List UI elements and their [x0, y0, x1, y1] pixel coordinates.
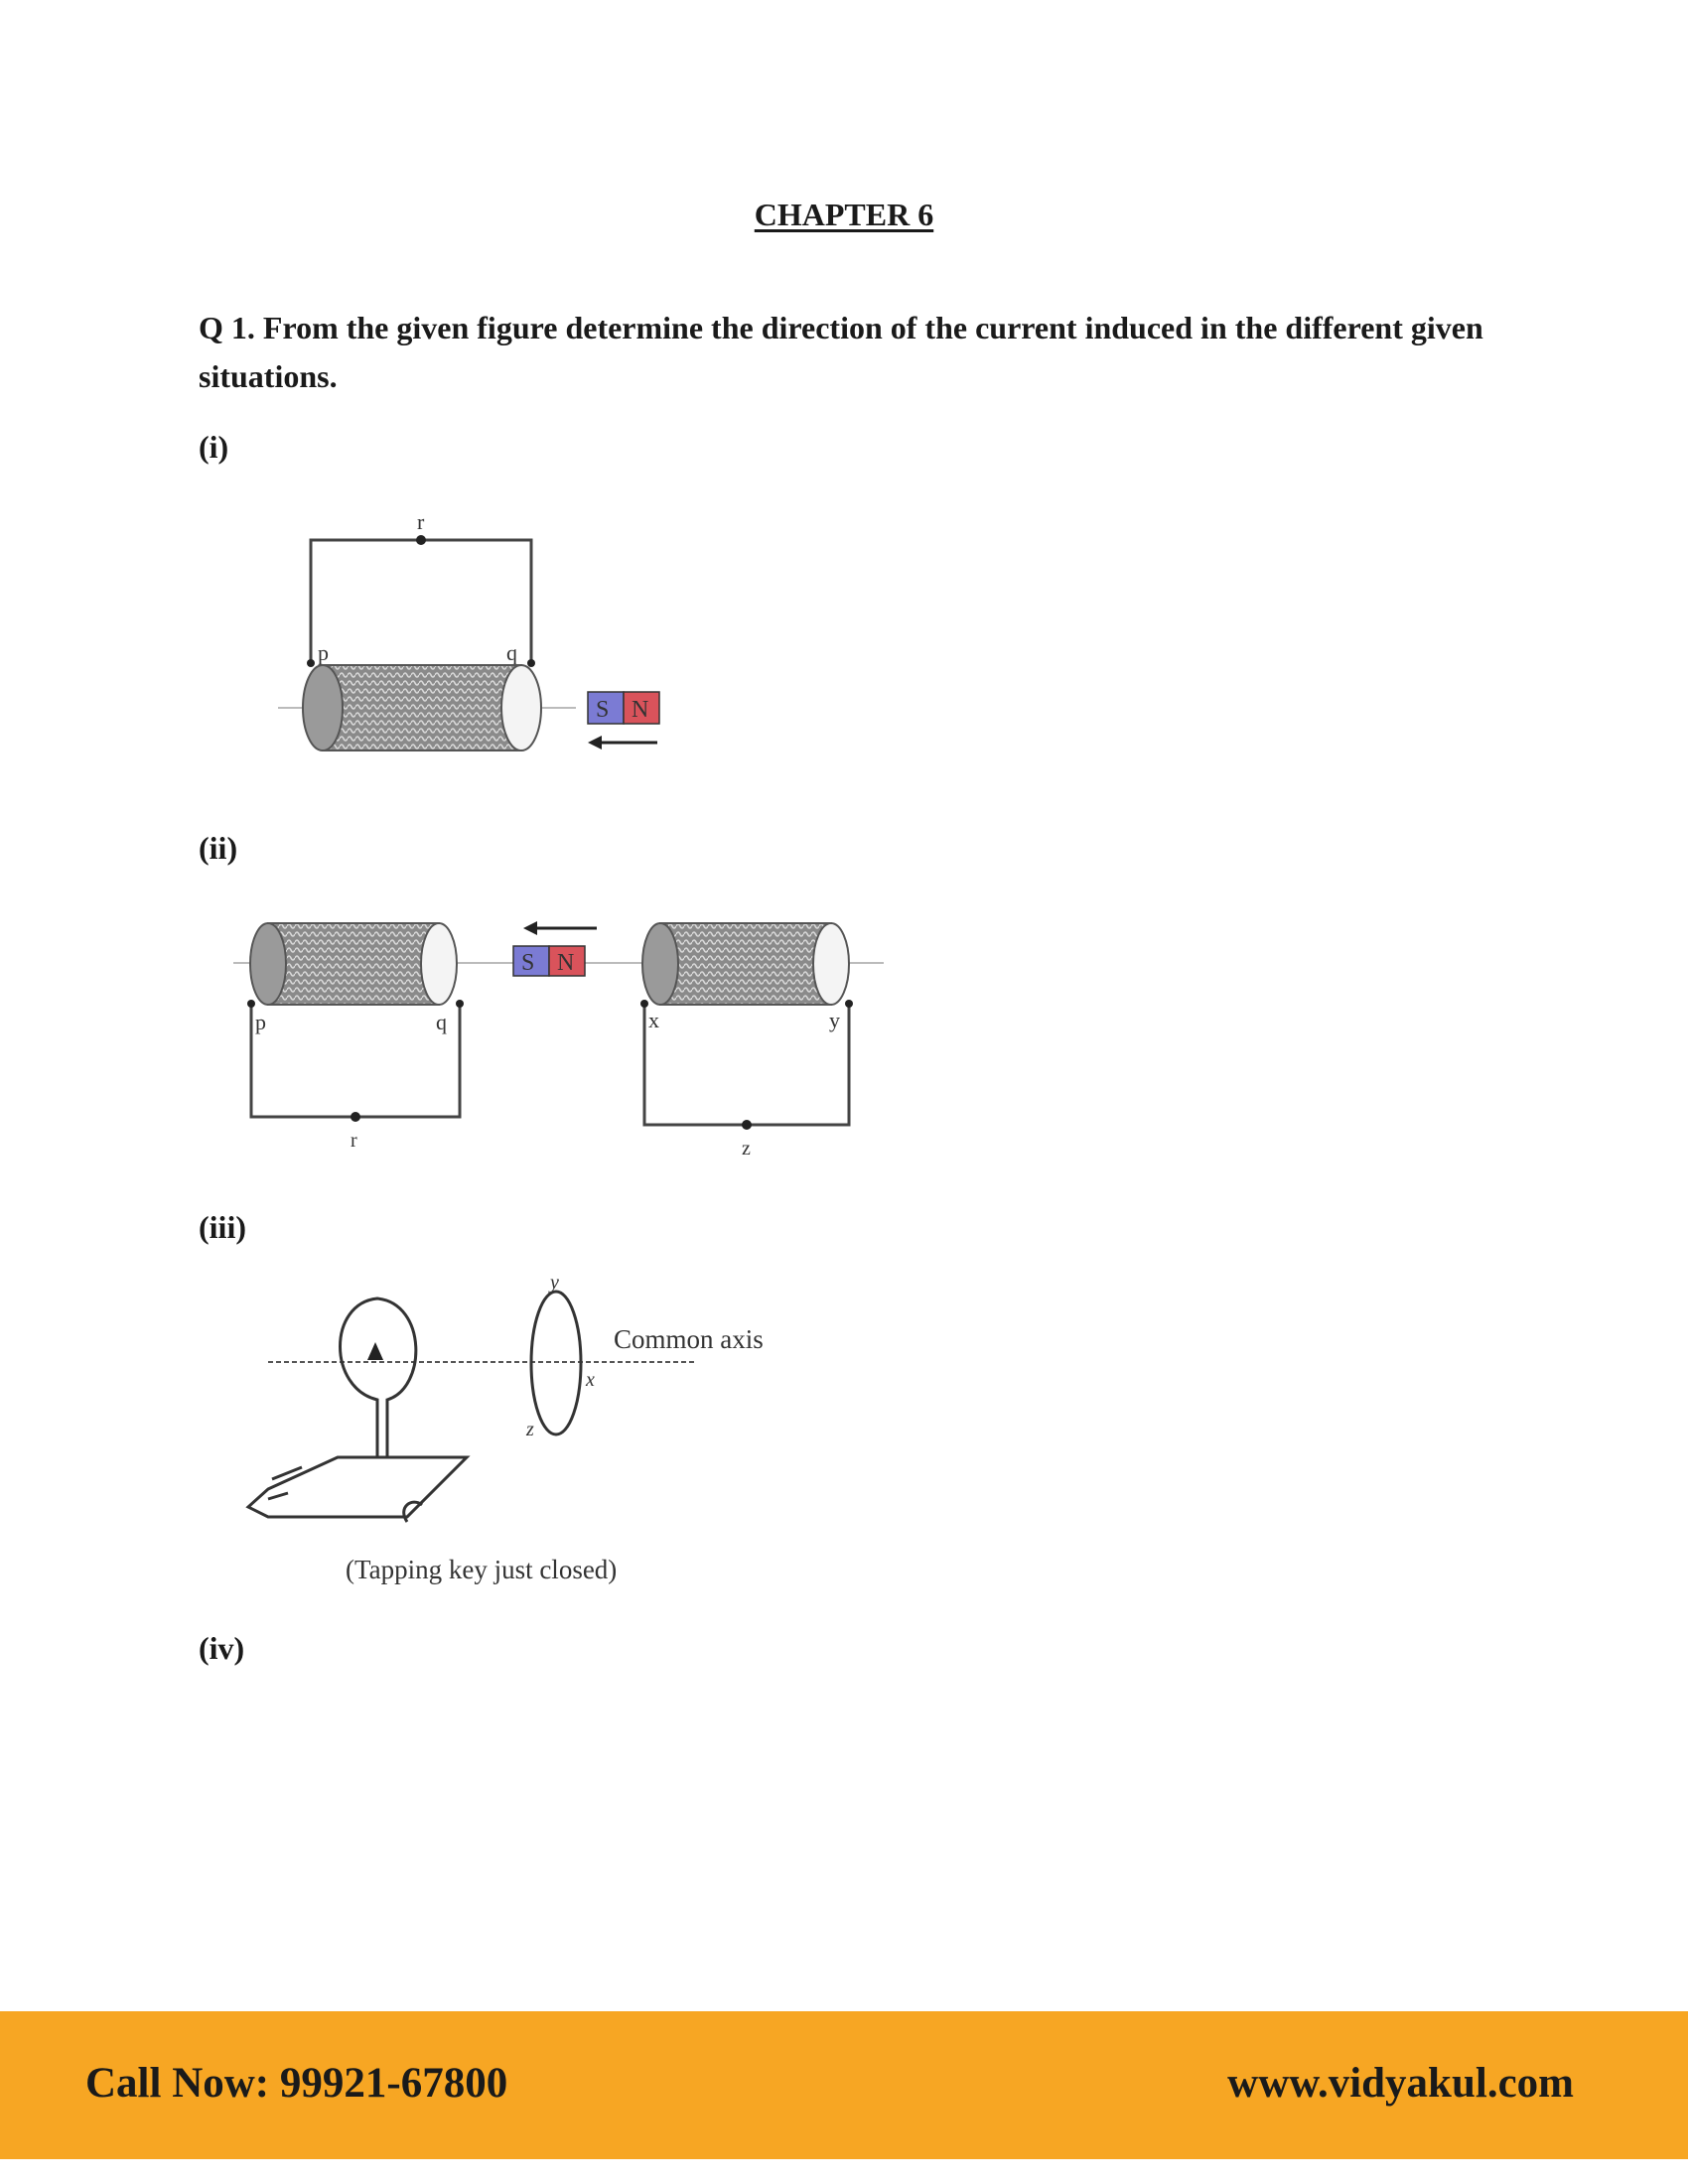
bar-magnet: [588, 692, 659, 724]
loop-label-z: z: [526, 1419, 534, 1440]
figure-i: [268, 504, 725, 772]
chapter-title: CHAPTER 6: [754, 197, 934, 232]
figure-iii-caption: (Tapping key just closed): [346, 1555, 618, 1584]
terminal-p: p: [318, 640, 329, 665]
bar-magnet-ii: [513, 946, 585, 976]
call-now-text[interactable]: Call Now: 99921-67800: [85, 2060, 508, 2107]
part-label-ii: (ii): [199, 830, 238, 866]
terminal-r-ii: r: [351, 1130, 357, 1152]
common-axis-label: Common axis: [614, 1324, 764, 1354]
part-label-i: (i): [199, 429, 229, 465]
part-label-iii: (iii): [199, 1209, 246, 1245]
arrow-left-icon: [588, 736, 657, 750]
magnet-s: S: [596, 697, 610, 723]
terminal-x-ii: x: [648, 1008, 659, 1032]
terminal-y-ii: y: [829, 1008, 840, 1032]
terminal-q: q: [506, 640, 517, 665]
footer-banner: [0, 2011, 1688, 2159]
loop-label-y: y: [550, 1272, 559, 1294]
right-solenoid: [642, 923, 849, 1005]
figure-ii: [223, 898, 899, 1176]
terminal-p-ii: p: [255, 1010, 266, 1034]
magnet-n: N: [632, 697, 649, 723]
figure-iii: [228, 1269, 824, 1606]
arrow-left-icon: [523, 921, 597, 935]
terminal-q-ii: q: [436, 1010, 447, 1034]
terminal-r: r: [417, 509, 425, 534]
part-label-iv: (iv): [199, 1630, 245, 1666]
left-solenoid: [250, 923, 457, 1005]
magnet-s-ii: S: [521, 950, 535, 976]
loop-label-x: x: [586, 1369, 595, 1391]
magnet-n-ii: N: [557, 950, 575, 976]
question-text: Q 1. From the given figure determine the direction of the current induced in the different given situations.: [199, 310, 1483, 394]
website-link[interactable]: www.vidyakul.com: [1227, 2060, 1574, 2107]
terminal-z-ii: z: [742, 1138, 751, 1160]
circuit-wire: [311, 540, 531, 663]
solenoid: [303, 665, 541, 751]
